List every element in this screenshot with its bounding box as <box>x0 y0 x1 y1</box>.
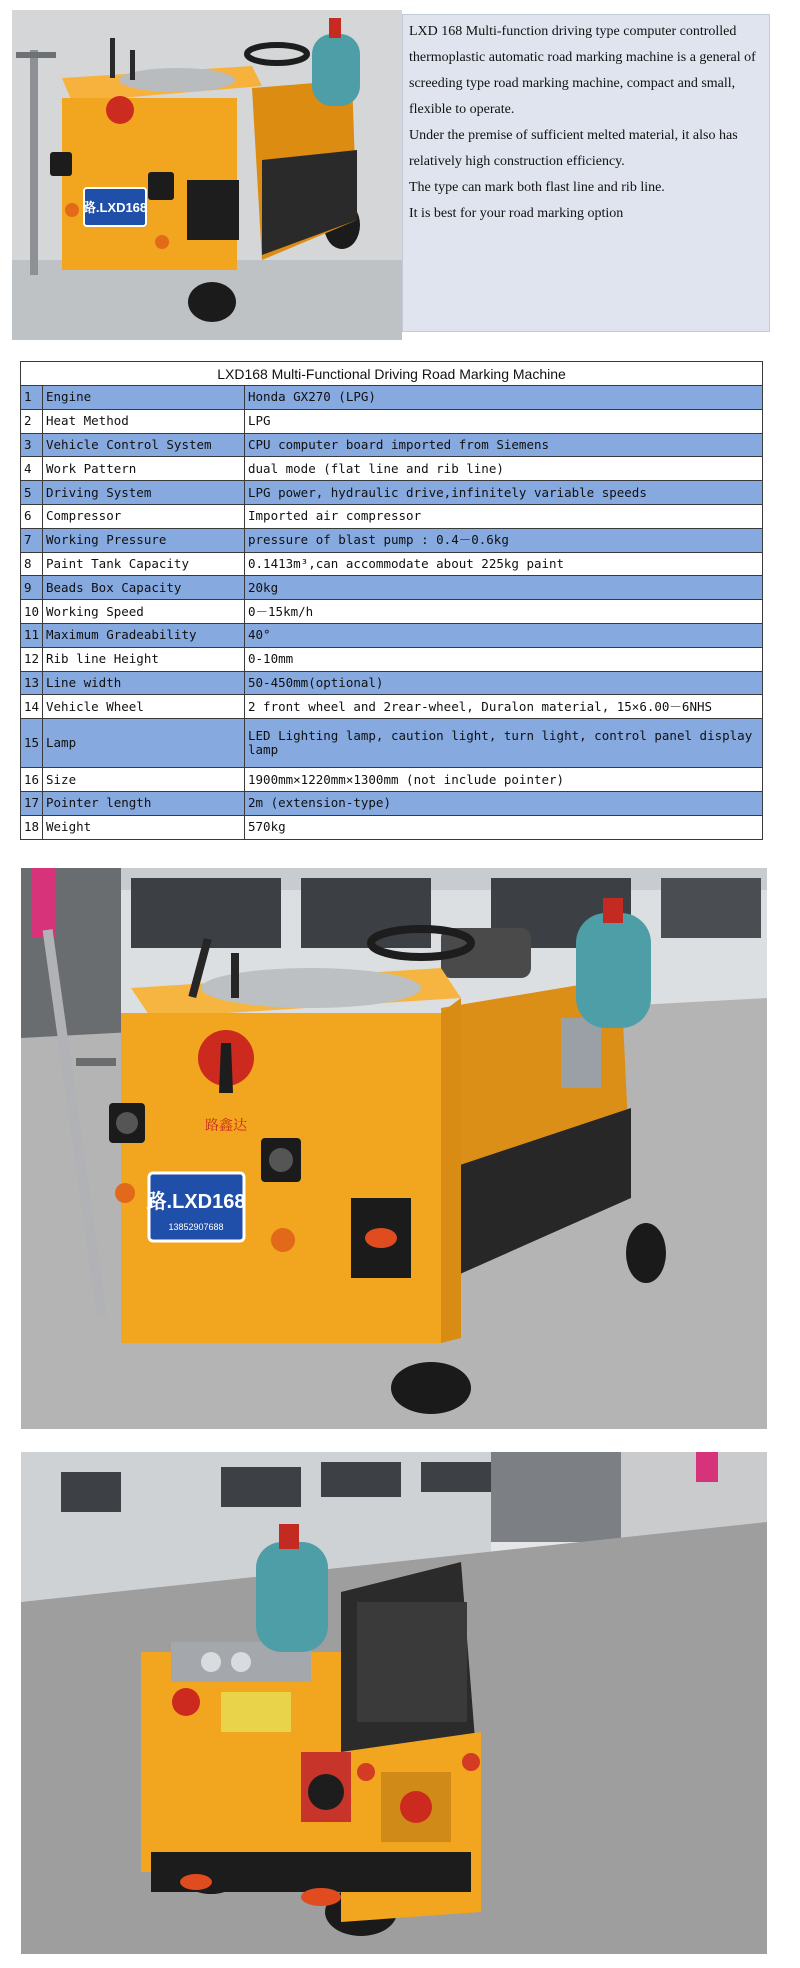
row-number: 16 <box>21 768 43 792</box>
front-plate-text: 路.LXD168 <box>146 1191 246 1213</box>
row-item: Driving System <box>43 481 245 505</box>
spec-row <box>21 815 763 839</box>
spec-row <box>21 433 763 457</box>
row-number: 17 <box>21 791 43 815</box>
spec-table-title-row <box>21 362 763 386</box>
row-number: 18 <box>21 815 43 839</box>
intro-paragraph-3: The type can mark both flast line and rib line. <box>409 180 665 195</box>
row-value: LED Lighting lamp, caution light, turn light, control panel display lamp <box>245 719 763 768</box>
spec-row <box>21 552 763 576</box>
front-plate-phone: 13852907688 <box>168 1222 224 1232</box>
row-item: Vehicle Control System <box>43 433 245 457</box>
row-item: Vehicle Wheel <box>43 695 245 719</box>
front-brand-text: 路鑫达 <box>205 1118 247 1134</box>
row-item: Beads Box Capacity <box>43 576 245 600</box>
row-value: pressure of blast pump : 0.4－0.6kg <box>245 528 763 552</box>
row-number: 13 <box>21 671 43 695</box>
spec-row <box>21 576 763 600</box>
row-value: 20kg <box>245 576 763 600</box>
row-number: 2 <box>21 409 43 433</box>
row-item: Working Pressure <box>43 528 245 552</box>
row-value: CPU computer board imported from Siemens <box>245 433 763 457</box>
spec-row <box>21 695 763 719</box>
row-item: Size <box>43 768 245 792</box>
spec-table-title: LXD168 Multi-Functional Driving Road Marking Machine <box>21 362 763 386</box>
spec-row <box>21 600 763 624</box>
row-item: Paint Tank Capacity <box>43 552 245 576</box>
row-number: 9 <box>21 576 43 600</box>
row-item: Weight <box>43 815 245 839</box>
row-value: 2 front wheel and 2rear-wheel, Duralon material, 15×6.00－6NHS <box>245 695 763 719</box>
spec-row <box>21 623 763 647</box>
row-value: 2m (extension-type) <box>245 791 763 815</box>
row-value: 0－15km/h <box>245 600 763 624</box>
spec-row <box>21 768 763 792</box>
row-item: Maximum Gradeability <box>43 623 245 647</box>
row-item: Lamp <box>43 719 245 768</box>
spec-row <box>21 409 763 433</box>
row-value: Imported air compressor <box>245 504 763 528</box>
intro-paragraph-1: LXD 168 Multi-function driving type computer controlled thermoplastic automatic road marking machine is a general of screeding type road marking machine, compact and small, flexible to operate. <box>409 24 756 117</box>
row-value: 0.1413m³,can accommodate about 225kg paint <box>245 552 763 576</box>
row-value: 40° <box>245 623 763 647</box>
intro-text-box <box>402 14 770 332</box>
row-number: 15 <box>21 719 43 768</box>
row-value: LPG power, hydraulic drive,infinitely variable speeds <box>245 481 763 505</box>
spec-row <box>21 386 763 410</box>
row-item: Rib line Height <box>43 647 245 671</box>
intro-paragraph-4: It is best for your road marking option <box>409 206 624 221</box>
spec-row <box>21 481 763 505</box>
row-number: 3 <box>21 433 43 457</box>
row-number: 10 <box>21 600 43 624</box>
row-item: Heat Method <box>43 409 245 433</box>
row-value: 570kg <box>245 815 763 839</box>
top-product-photo <box>12 10 402 340</box>
row-item: Working Speed <box>43 600 245 624</box>
row-number: 11 <box>21 623 43 647</box>
row-value: LPG <box>245 409 763 433</box>
spec-row <box>21 647 763 671</box>
spec-row <box>21 528 763 552</box>
row-value: Honda GX270 (LPG) <box>245 386 763 410</box>
row-value: 1900mm×1220mm×1300mm (not include pointer) <box>245 768 763 792</box>
row-value: 50-450mm(optional) <box>245 671 763 695</box>
row-item: Pointer length <box>43 791 245 815</box>
row-number: 14 <box>21 695 43 719</box>
spec-row <box>21 791 763 815</box>
front-view-photo <box>21 868 767 1429</box>
spec-row <box>21 504 763 528</box>
row-value: 0-10mm <box>245 647 763 671</box>
row-number: 7 <box>21 528 43 552</box>
row-number: 5 <box>21 481 43 505</box>
spec-table <box>20 361 763 840</box>
intro-paragraph-2: Under the premise of sufficient melted material, it also has relatively high construction efficiency. <box>409 128 738 169</box>
row-number: 4 <box>21 457 43 481</box>
spec-row <box>21 457 763 481</box>
row-item: Compressor <box>43 504 245 528</box>
rear-view-photo <box>21 1452 767 1954</box>
row-value: dual mode (flat line and rib line) <box>245 457 763 481</box>
spec-row <box>21 719 763 768</box>
spec-row <box>21 671 763 695</box>
row-item: Work Pattern <box>43 457 245 481</box>
row-item: Engine <box>43 386 245 410</box>
row-number: 8 <box>21 552 43 576</box>
row-number: 12 <box>21 647 43 671</box>
top-plate-text: 路.LXD168 <box>82 200 148 215</box>
row-number: 6 <box>21 504 43 528</box>
row-number: 1 <box>21 386 43 410</box>
row-item: Line width <box>43 671 245 695</box>
